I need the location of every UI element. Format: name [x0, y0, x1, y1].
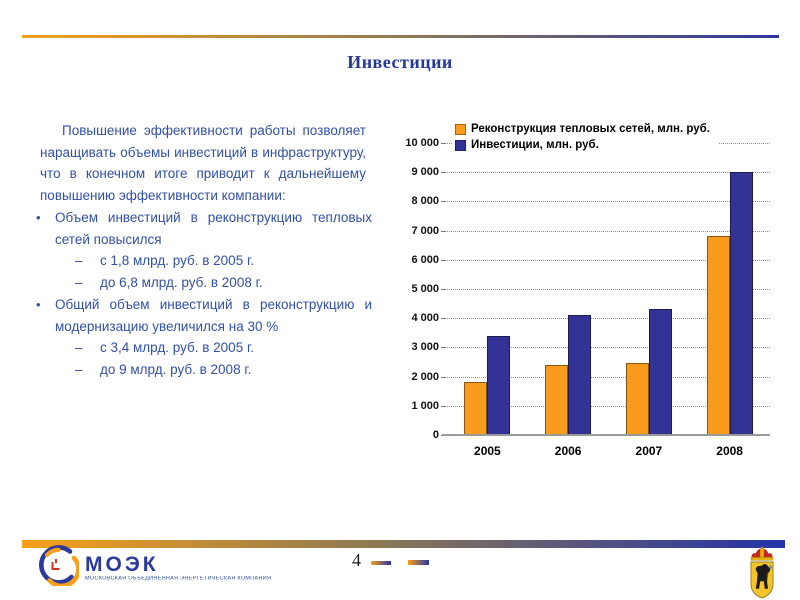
- sub-bullet-marker: –: [75, 253, 83, 268]
- chart: [393, 116, 795, 466]
- y-axis-label: 3 000: [411, 341, 439, 354]
- y-axis-tick: [441, 143, 446, 144]
- bar-2006-series1: [568, 315, 591, 435]
- sub-bullet-text: до 9 млрд. руб. в 2008 г.: [100, 361, 252, 377]
- chart-baseline: [442, 434, 770, 436]
- chart-plot-area: [447, 143, 770, 435]
- y-axis-label: 6 000: [411, 253, 439, 266]
- legend-swatch-investments: [455, 140, 466, 151]
- bullet-text: Общий объем инвестиций в реконструкцию и модернизацию увеличился на 30 %: [55, 297, 372, 334]
- bullet-marker: •: [36, 210, 41, 225]
- moek-logo: [38, 545, 287, 591]
- body-text-column: [30, 120, 372, 380]
- y-axis-label: 5 000: [411, 283, 439, 295]
- legend-row: [455, 121, 710, 137]
- legend-label-reconstruction: Реконструкция тепловых сетей, млн. руб.: [471, 123, 710, 135]
- moek-logo-text: [85, 545, 287, 582]
- page-title: Инвестиции: [347, 52, 453, 72]
- sub-bullet-item: [30, 337, 372, 359]
- lead-paragraph: Повышение эффективности работы позволяет наращивать объемы инвестиций в инфраструктуру, что в конечном итоге приводит к дальнейшему повышению эффективности компании:: [40, 123, 366, 203]
- gridline: [447, 231, 770, 232]
- gradient-dash-icon: [371, 561, 391, 565]
- y-axis-tick: [441, 318, 446, 319]
- y-axis-label: 4 000: [411, 312, 439, 325]
- gridline: [447, 172, 770, 173]
- y-axis-tick: [441, 406, 446, 407]
- sub-bullet-marker: –: [75, 340, 83, 355]
- sub-bullet-text: с 3,4 млрд. руб. в 2005 г.: [100, 340, 254, 355]
- legend-swatch-reconstruction: [455, 124, 466, 135]
- x-axis-label: 2008: [716, 444, 743, 458]
- moek-logo-subtitle: МОСКОВСКАЯ ОБЪЕДИНЕННАЯ ЭНЕРГЕТИЧЕСКАЯ КОМПАНИЯ: [85, 576, 272, 582]
- bar-2008-series0: [707, 236, 730, 435]
- y-axis-tick: [441, 231, 446, 232]
- bullet-item: [30, 294, 372, 337]
- legend-row: [455, 137, 710, 153]
- y-axis-tick: [441, 260, 446, 261]
- bullet-marker: •: [36, 297, 41, 312]
- sub-bullet-text: с 1,8 млрд. руб. в 2005 г.: [100, 253, 254, 268]
- x-axis-label: 2005: [474, 444, 501, 458]
- y-axis-tick: [441, 201, 446, 202]
- top-gradient-rule: [22, 35, 779, 38]
- y-axis-tick: [441, 289, 446, 290]
- y-axis-tick: [441, 172, 446, 173]
- sub-bullet-marker: –: [75, 361, 83, 377]
- y-axis-label: 1 000: [411, 399, 439, 412]
- sub-bullet-text: до 6,8 млрд. руб. в 2008 г.: [100, 274, 263, 290]
- bullet-text: Объем инвестиций в реконструкцию тепловых сетей повысился: [55, 210, 372, 247]
- bar-2008-series1: [730, 172, 753, 435]
- bar-2007-series0: [626, 363, 649, 435]
- y-axis-label: 8 000: [411, 195, 439, 208]
- y-axis-label: 9 000: [411, 166, 439, 179]
- x-axis-label: 2006: [554, 444, 582, 458]
- bullet-list: [30, 207, 372, 380]
- gridline: [447, 201, 770, 202]
- bar-2006-series0: [545, 365, 568, 435]
- sub-bullet-item: [30, 359, 372, 381]
- sub-bullet-marker: –: [75, 274, 83, 290]
- moek-logo-name: МОЭК: [85, 553, 159, 576]
- gradient-dash-icon: [408, 560, 429, 565]
- bar-2007-series1: [649, 309, 672, 435]
- y-axis-label: 0: [432, 429, 439, 441]
- y-axis-label: 10 000: [405, 137, 439, 149]
- sub-bullet-item: [30, 250, 372, 272]
- y-axis-label: 7 000: [411, 224, 439, 237]
- legend-label-investments: Инвестиции, млн. руб.: [471, 139, 599, 151]
- bar-2005-series1: [487, 336, 510, 435]
- bar-2005-series0: [464, 382, 487, 435]
- y-axis-tick: [441, 377, 446, 378]
- y-axis-label: 2 000: [411, 370, 439, 383]
- moek-logo-icon: [38, 545, 79, 591]
- sub-bullet-item: [30, 272, 372, 294]
- page-number: 4: [352, 550, 361, 570]
- yaroslavl-coat-of-arms-icon: [747, 544, 777, 600]
- x-axis-label: 2007: [635, 444, 663, 458]
- y-axis-tick: [441, 347, 446, 348]
- chart-legend: [453, 119, 718, 155]
- bullet-item: [30, 207, 372, 250]
